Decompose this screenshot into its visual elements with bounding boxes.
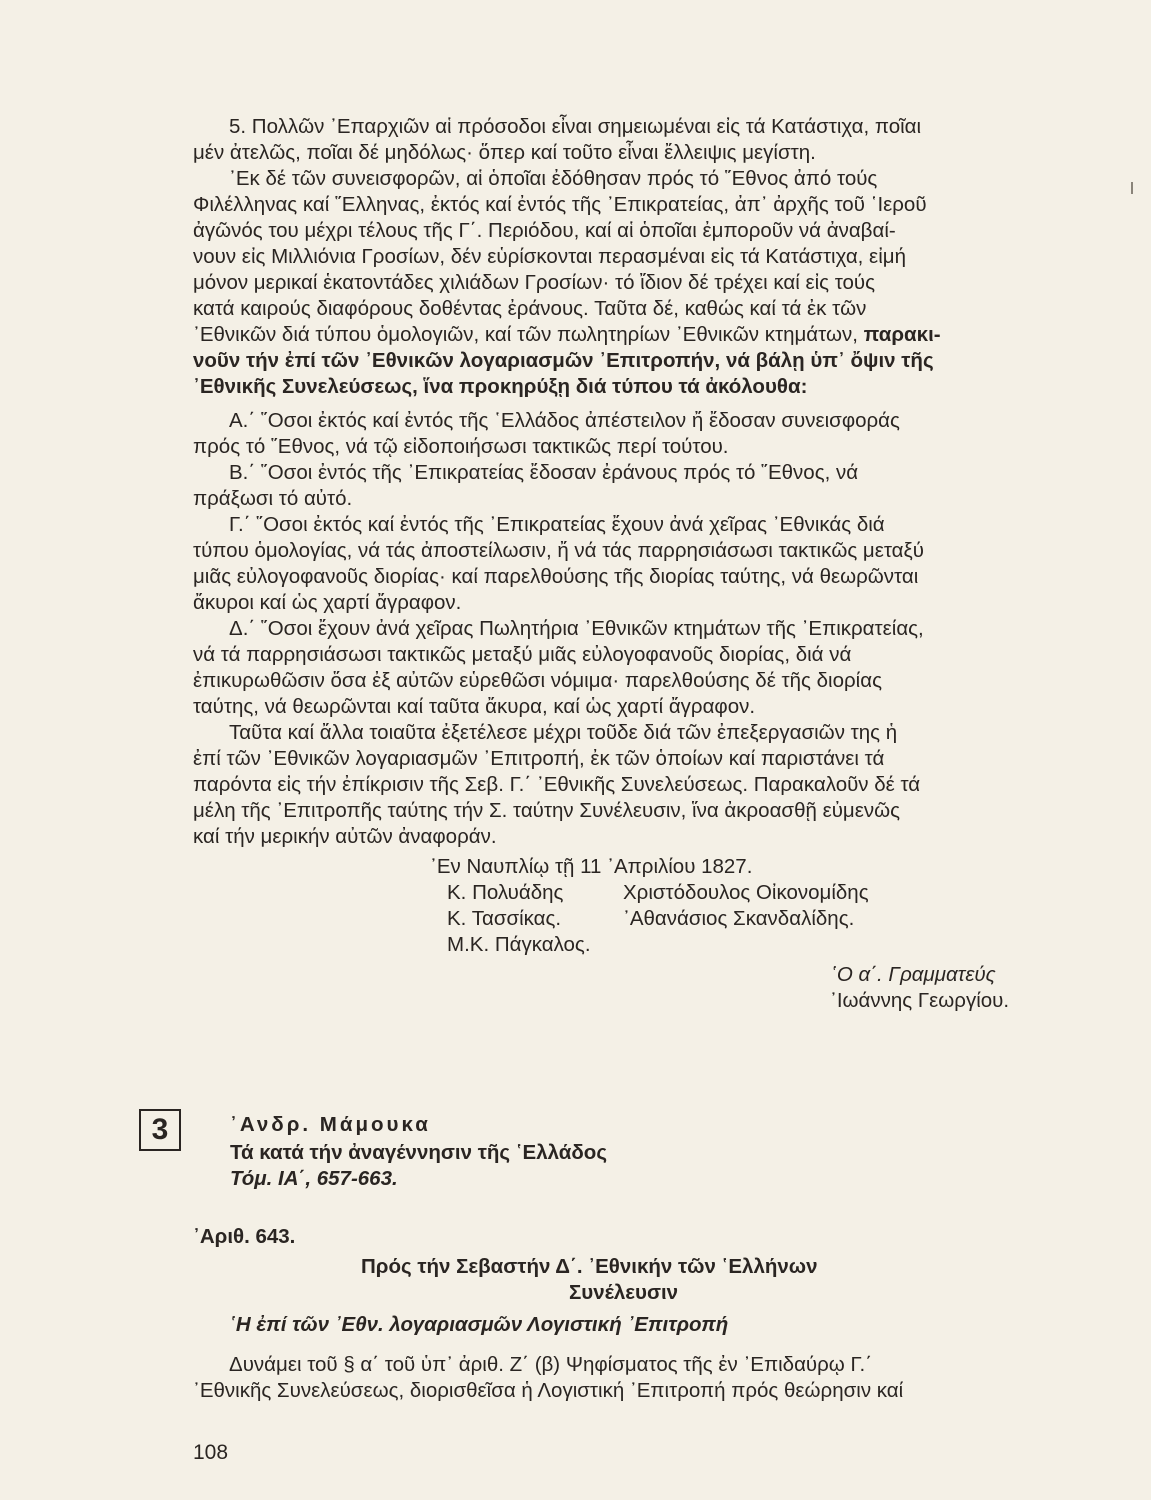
secretary-title: ῾Ο α΄. Γραμματεύς (830, 963, 996, 986)
secretary-name: ᾿Ιωάννης Γεωργίου. (830, 989, 1010, 1012)
signature: Μ.Κ. Πάγκαλος. (447, 933, 591, 956)
bold-text-line: νοῦν τήν ἐπί τῶν ᾿Εθνικῶν λογαριασμῶν ᾿Επιτροπήν, νά βάλῃ ὑπ᾿ ὄψιν τῆς (193, 349, 934, 372)
sender-line: ῾Η ἐπί τῶν ᾿Εθν. λογαριασμῶν Λογιστική ᾿Επιτροπή (229, 1313, 729, 1336)
signature: Χριστόδουλος Οἰκονομίδης (623, 881, 869, 904)
source-author: ᾿Ανδρ. Μάμουκα (230, 1113, 431, 1136)
margin-mark (1131, 182, 1133, 194)
item-line: πράξωσι τό αὐτό. (193, 487, 353, 510)
text-line: μέν ἀτελῶς, ποῖαι δέ μηδόλως· ὅπερ καί τοῦτο εἶναι ἔλλειψις μεγίστη. (193, 141, 816, 164)
recipient-line: Πρός τήν Σεβαστήν Δ΄. ᾿Εθνικήν τῶν ῾Ελλήνων (361, 1255, 818, 1278)
text-line: ᾿Εκ δέ τῶν συνεισφορῶν, αἱ ὁποῖαι ἐδόθησαν πρός τό ῞Εθνος ἀπό τούς (229, 167, 878, 190)
item-line: τύπου ὁμολογίας, νά τάς ἀποστείλωσιν, ἤ νά τάς παρρησιάσωσι τακτικῶς μεταξύ (193, 539, 924, 562)
text-line: Φιλέλληνας καί ῞Ελληνας, ἐκτός καί ἐντός τῆς ᾿Επικρατείας, ἀπ᾿ ἀρχῆς τοῦ ῾Ιεροῦ (193, 193, 927, 216)
item-line: ταύτης, νά θεωρῶνται καί ταῦτα ἄκυρα, καί ὡς χαρτί ἄγραφον. (193, 695, 756, 718)
date-line: ᾿Εν Ναυπλίῳ τῇ 11 ᾿Απριλίου 1827. (430, 855, 753, 878)
text-span: ᾿Εθνικῶν διά τύπου ὁμολογιῶν, καί τῶν πωλητηρίων ᾿Εθνικῶν κτημάτων, (193, 323, 858, 346)
closing-line: ἐπί τῶν ᾿Εθνικῶν λογαριασμῶν ᾿Επιτροπή, ἐκ τῶν ὁποίων καί παριστάνει τά (193, 747, 885, 770)
section-number-box: 3 (139, 1109, 181, 1151)
item-line: μιᾶς εὐλογοφανοῦς διορίας· καί παρελθούσης τῆς διορίας ταύτης, νά θεωρῶνται (193, 565, 919, 588)
item-line: πρός τό ῞Εθνος, νά τῷ εἰδοποιήσωσι τακτικῶς περί τούτου. (193, 435, 729, 458)
item-line: Α.΄ ῞Οσοι ἐκτός καί ἐντός τῆς ῾Ελλάδος ἀπέστειλον ἤ ἔδοσαν συνεισφοράς (229, 409, 900, 432)
text-line: ἀγῶνός του μέχρι τέλους τῆς Γ΄. Περιόδου, καί αἱ ὁποῖαι ἐμποροῦν νά ἀναβαί- (193, 219, 896, 242)
text-line (193, 322, 941, 348)
item-line: Δ.΄ ῞Οσοι ἔχουν ἀνά χεῖρας Πωλητήρια ᾿Εθνικῶν κτημάτων τῆς ᾿Επικρατείας, (229, 617, 924, 640)
recipient-line: Συνέλευσιν (569, 1281, 679, 1304)
body-line: Δυνάμει τοῦ § α΄ τοῦ ὑπ᾿ ἀριθ. Ζ΄ (β) Ψηφίσματος τῆς ἐν ᾿Επιδαύρῳ Γ.΄ (229, 1353, 873, 1376)
page-number: 108 (193, 1441, 229, 1464)
closing-line: καί τήν μερικήν αὐτῶν ἀναφοράν. (193, 825, 497, 848)
item-line: ἄκυροι καί ὡς χαρτί ἄγραφον. (193, 591, 462, 614)
closing-line: παρόντα εἰς τήν ἐπίκρισιν τῆς Σεβ. Γ.΄ ᾿Εθνικῆς Συνελεύσεως. Παρακαλοῦν δέ τά (193, 773, 921, 796)
item-line: ἐπικυρωθῶσιν ὅσα ἐξ αὐτῶν εὑρεθῶσι νόμιμα· παρελθούσης δέ τῆς διορίας (193, 669, 882, 692)
item-line: Γ.΄ ῞Οσοι ἐκτός καί ἐντός τῆς ᾿Επικρατείας ἔχουν ἀνά χεῖρας ᾿Εθνικάς διά (229, 513, 885, 536)
bold-span: παρακι- (863, 323, 941, 346)
bold-text-line: ᾿Εθνικῆς Συνελεύσεως, ἵνα προκηρύξῃ διά τύπου τά ἀκόλουθα: (193, 375, 808, 398)
text-line: κατά καιρούς διαφόρους δοθέντας ἐράνους. Ταῦτα δέ, καθώς καί τά ἐκ τῶν (193, 297, 867, 320)
text-line: νουν εἰς Μιλλιόνια Γροσίων, δέν εὑρίσκονται περασμέναι εἰς τά Κατάστιχα, εἰμή (193, 245, 906, 268)
closing-line: Ταῦτα καί ἄλλα τοιαῦτα ἐξετέλεσε μέχρι τοῦδε διά τῶν ἐπεξεργασιῶν της ἡ (229, 721, 898, 744)
item-line: νά τά παρρησιάσωσι τακτικῶς μεταξύ μιᾶς εὐλογοφανοῦς διορίας, διά νά (193, 643, 852, 666)
source-book: Τά κατά τήν ἀναγέννησιν τῆς ῾Ελλάδος (230, 1141, 607, 1164)
document-number: ᾿Αριθ. 643. (193, 1225, 296, 1248)
text-line: μόνον μερικαί ἑκατοντάδες χιλιάδων Γροσίων· τό ἴδιον δέ τρέχει καί εἰς τούς (193, 271, 876, 294)
signature: Κ. Τασσίκας. (447, 907, 562, 930)
item-line: Β.΄ ῞Οσοι ἐντός τῆς ᾿Επικρατείας ἔδοσαν ἐράνους πρός τό ῞Εθνος, νά (229, 461, 859, 484)
body-line: ᾿Εθνικῆς Συνελεύσεως, διορισθεῖσα ἡ Λογιστική ᾿Επιτροπή πρός θεώρησιν καί (193, 1379, 904, 1402)
text-line: 5. Πολλῶν ᾿Επαρχιῶν αἱ πρόσοδοι εἶναι σημειωμέναι εἰς τά Κατάστιχα, ποῖαι (229, 115, 922, 138)
signature: Κ. Πολυάδης (447, 881, 564, 904)
closing-line: μέλη τῆς ᾿Επιτροπῆς ταύτης τήν Σ. ταύτην Συνέλευσιν, ἵνα ἀκροασθῇ εὐμενῶς (193, 799, 900, 822)
signature: ᾿Αθανάσιος Σκανδαλίδης. (623, 907, 855, 930)
source-volume: Τόμ. ΙΑ΄, 657-663. (230, 1167, 398, 1190)
